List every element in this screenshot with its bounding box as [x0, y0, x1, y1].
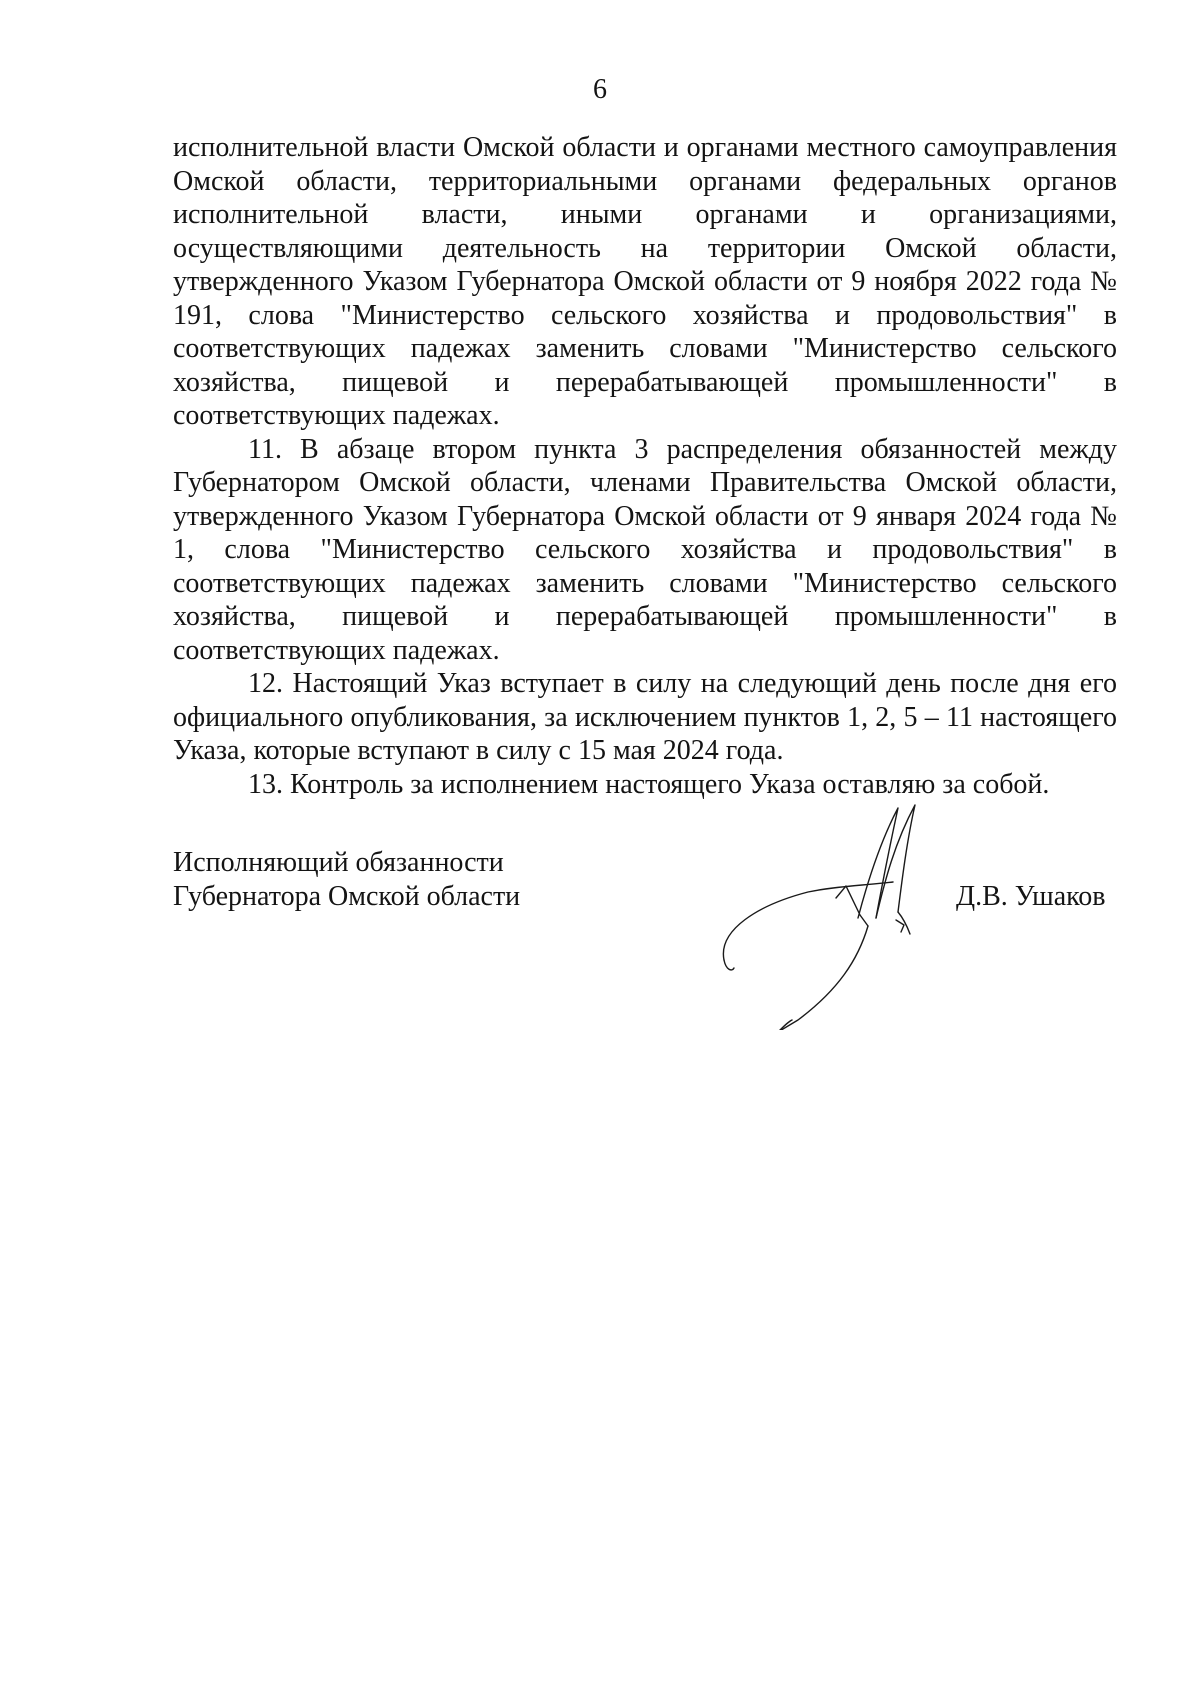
paragraph-item-12: 12. Настоящий Указ вступает в силу на следующий день после дня его официального опубликования, за исключением пунктов 1, 2, 5 – 11 настоящего Указа, которые вступают в силу с 15 мая 2024 года. — [173, 668, 1117, 766]
signatory-position-line-2: Губернатора Омской области — [173, 881, 521, 912]
paragraph-continuation: исполнительной власти Омской области и органами местного самоуправления Омской области, территориальными органами федеральных органов исполнительной власти, иными органами и организациями, осуществляющими деятельность на территории Омской области, утвержденного Указом Губернатора Омской области от 9 ноября 2022 года № 191, слова "Министерство сельского хозяйства и продовольствия" в соответствующих падежах заменить словами "Министерство сельского хозяйства, пищевой и перерабатывающей промышленности" в соответствующих падежах. — [173, 132, 1117, 431]
handwritten-signature — [718, 800, 948, 1030]
signatory-position-line-1: Исполняющий обязанности — [173, 847, 504, 878]
paragraph-item-11: 11. В абзаце втором пункта 3 распределения обязанностей между Губернатором Омской области, членами Правительства Омской области, утвержденного Указом Губернатора Омской области от 9 января 2024 года № 1, слова "Министерство сельского хозяйства и продовольствия" в соответствующих падежах заменить словами "Министерство сельского хозяйства, пищевой и перерабатывающей промышленности" в соответствующих падежах. — [173, 433, 1117, 666]
document-body — [173, 131, 1117, 801]
paragraph-item-13: 13. Контроль за исполнением настоящего Указа оставляю за собой. — [248, 768, 1050, 800]
page-number: 6 — [593, 74, 607, 105]
signatory-position — [173, 846, 520, 914]
signatory-name: Д.В. Ушаков — [956, 881, 1106, 912]
